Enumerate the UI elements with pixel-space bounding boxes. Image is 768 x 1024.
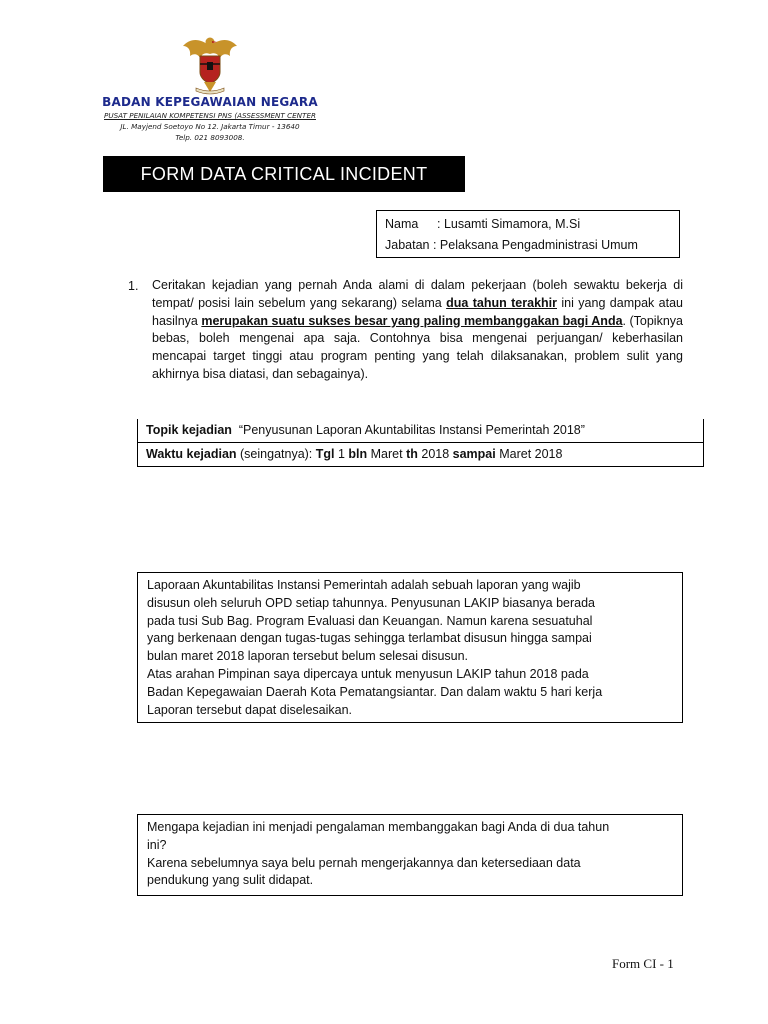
organization-name: BADAN KEPEGAWAIAN NEGARA	[102, 95, 318, 109]
answer-line: ini?	[147, 837, 167, 852]
sampai-value: Maret 2018	[495, 447, 563, 461]
answer-line: yang berkenaan dengan tugas-tugas sehingga terlambat disusun hingga sampai	[147, 631, 592, 646]
answer-line: Laporaan Akuntabilitas Instansi Pemerintah adalah sebuah laporan yang wajib	[147, 578, 581, 592]
answer-line: bulan maret 2018 laporan tersebut belum selesai disusun.	[147, 649, 469, 664]
answer-line: disusun oleh seluruh OPD setiap tahunnya. Penyusunan LAKIP biasanya berada	[147, 595, 595, 610]
organization-phone: Telp. 021 8093008.	[175, 133, 245, 142]
th-label: th	[406, 447, 418, 461]
question-emphasis: merupakan suatu sukses besar yang paling membanggakan bagi Anda	[201, 313, 623, 328]
answer-line: Laporan tersebut dapat diselesaikan.	[147, 702, 353, 717]
question-text-part: Ceritakan kejadian yang pernah Anda alami di dalam pekerjaan (boleh sewaktu bekerja di tempat/ posisi lain sebelum yang sekarang) selama	[152, 278, 683, 310]
bln-label: bln	[348, 447, 368, 461]
form-title: FORM DATA CRITICAL INCIDENT	[103, 156, 465, 192]
question-number: 1.	[128, 279, 139, 293]
answer-line: Karena sebelumnya saya belu pernah mengerjakannya dan ketersediaan data	[147, 855, 581, 870]
organization-address: JL. Mayjend Soetoyo No 12. Jakarta Timur - 13640	[120, 122, 300, 131]
question-text-part: ini yang dampak atau hasilnya	[152, 295, 683, 328]
waktu-note: (seingatnya):	[236, 447, 316, 461]
answer-line: Badan Kepegawaian Daerah Kota Pematangsiantar. Dan dalam waktu 5 hari kerja	[147, 684, 603, 699]
nama-label: Nama	[385, 217, 419, 231]
question-text	[152, 277, 683, 384]
topik-value: “Penyusunan Laporan Akuntabilitas Instansi Pemerintah 2018”	[238, 423, 585, 437]
bln-value: Maret	[367, 447, 407, 461]
tgl-label: Tgl	[315, 447, 335, 461]
answer-box-story	[137, 572, 683, 723]
answer-line: pendukung yang sulit didapat.	[147, 873, 314, 888]
answer-line: pada tusi Sub Bag. Program Evaluasi dan Keuangan. Namun karena sesuatuhal	[147, 613, 593, 628]
incident-topic-table	[137, 419, 704, 467]
answer-line: Mengapa kejadian ini menjadi pengalaman membanggakan bagi Anda di dua tahun	[147, 820, 610, 834]
tgl-value: 1	[334, 447, 349, 461]
sampai-label: sampai	[452, 447, 496, 461]
organization-unit: PUSAT PENILAIAN KOMPETENSI PNS (ASSESSMENT CENTER	[104, 111, 316, 120]
th-value: 2018	[417, 447, 453, 461]
nama-value: : Lusamti Simamora, M.Si	[437, 217, 581, 231]
jabatan-value: : Pelaksana Pengadministrasi Umum	[432, 238, 638, 252]
question-text-part: . (Topiknya bebas, boleh mengenai apa saja. Contohnya bisa mengenai perjuangan/ keberhasilan mencapai target tinggi atau program penting yang telah dilaksanakan, problem sulit yang akhirnya bisa diatasi, dan sebagainya).	[152, 313, 683, 381]
page-footer: Form CI - 1	[612, 956, 674, 971]
waktu-row	[138, 442, 703, 466]
question-emphasis: dua tahun terakhir	[446, 295, 557, 310]
waktu-label: Waktu kejadian	[146, 447, 237, 461]
topik-label: Topik kejadian	[146, 423, 232, 437]
identity-row-jabatan	[385, 235, 671, 256]
garuda-emblem-logo	[178, 32, 242, 96]
answer-box-reason	[137, 814, 683, 896]
answer-line: Atas arahan Pimpinan saya dipercaya untuk menyusun LAKIP tahun 2018 pada	[147, 666, 589, 681]
identity-row-nama	[385, 214, 671, 235]
identity-box	[376, 210, 680, 258]
topik-row	[138, 419, 703, 442]
jabatan-label: Jabatan	[385, 238, 430, 252]
